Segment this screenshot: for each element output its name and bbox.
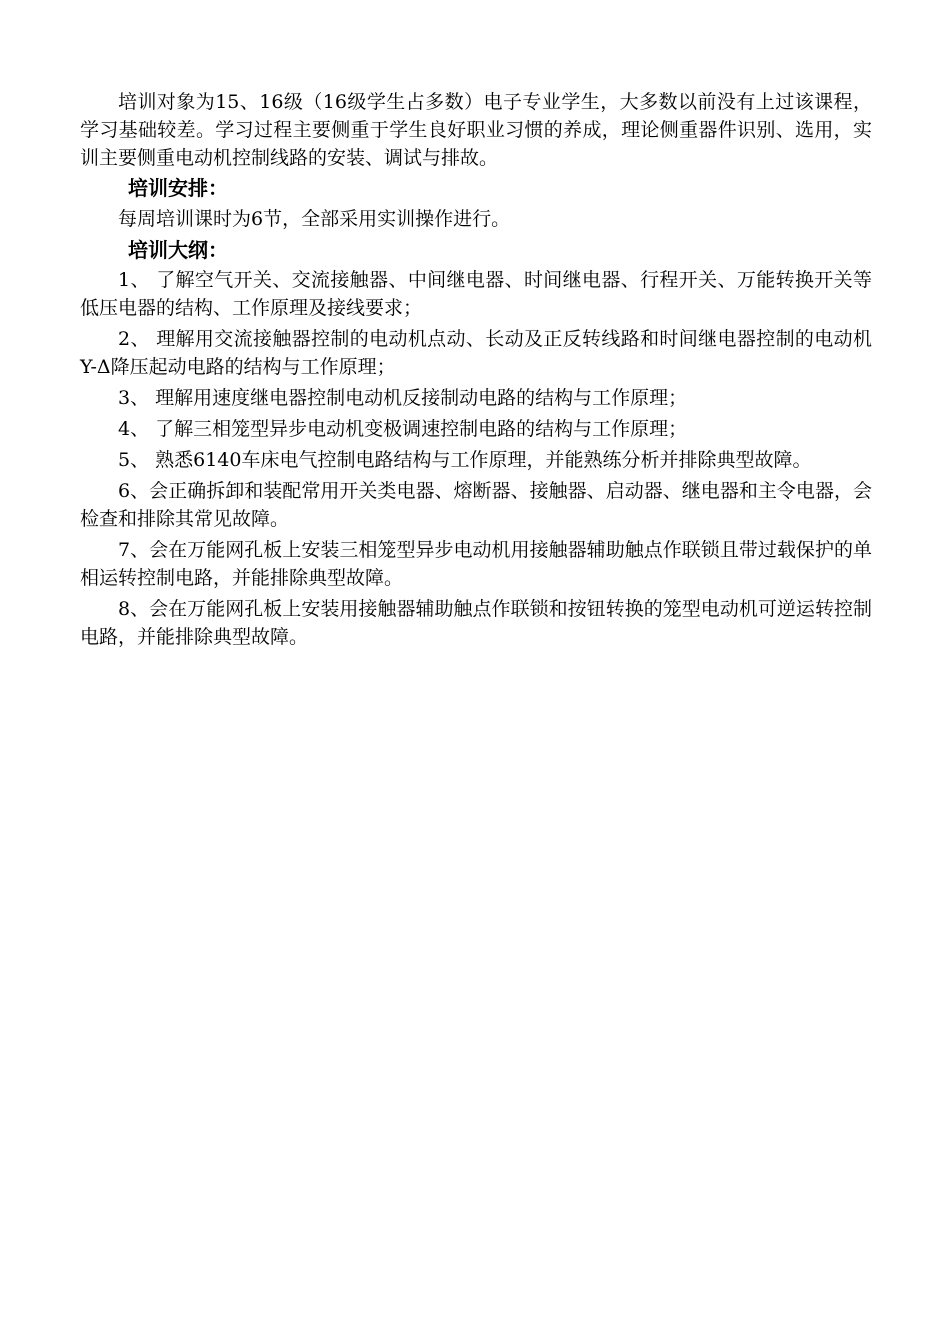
outline-item-4: 4、 了解三相笼型异步电动机变极调速控制电路的结构与工作原理； — [118, 418, 688, 440]
document-page — [80, 88, 872, 654]
outline-heading: 培训大纲： — [128, 238, 228, 262]
outline-item-5: 5、 熟悉6140车床电气控制电路结构与工作原理，并能熟练分析并排除典型故障。 — [118, 449, 812, 471]
arrangement-text: 每周培训课时为6节，全部采用实训操作进行。 — [118, 208, 511, 230]
outline-item-1: 1、 了解空气开关、交流接触器、中间继电器、时间继电器、行程开关、万能转换开关等低压电器的结构、工作原理及接线要求； — [80, 269, 872, 319]
outline-list — [80, 266, 872, 651]
outline-item-7: 7、会在万能网孔板上安装三相笼型异步电动机用接触器辅助触点作联锁且带过载保护的单相运转控制电路，并能排除典型故障。 — [80, 539, 872, 589]
outline-item-2: 2、 理解用交流接触器控制的电动机点动、长动及正反转线路和时间继电器控制的电动机Y-Δ降压起动电路的结构与工作原理； — [80, 328, 872, 378]
outline-item-6: 6、会正确拆卸和装配常用开关类电器、熔断器、接触器、启动器、继电器和主令电器，会检查和排除其常见故障。 — [80, 480, 872, 530]
intro-paragraph: 培训对象为15、16级（16级学生占多数）电子专业学生，大多数以前没有上过该课程，学习基础较差。学习过程主要侧重于学生良好职业习惯的养成，理论侧重器件识别、选用，实训主要侧重电动机控制线路的安装、调试与排故。 — [80, 91, 872, 169]
outline-item-8: 8、会在万能网孔板上安装用接触器辅助触点作联锁和按钮转换的笼型电动机可逆运转控制电路，并能排除典型故障。 — [80, 598, 872, 648]
outline-item-3: 3、 理解用速度继电器控制电动机反接制动电路的结构与工作原理； — [118, 387, 688, 409]
arrangement-heading: 培训安排： — [128, 176, 228, 200]
